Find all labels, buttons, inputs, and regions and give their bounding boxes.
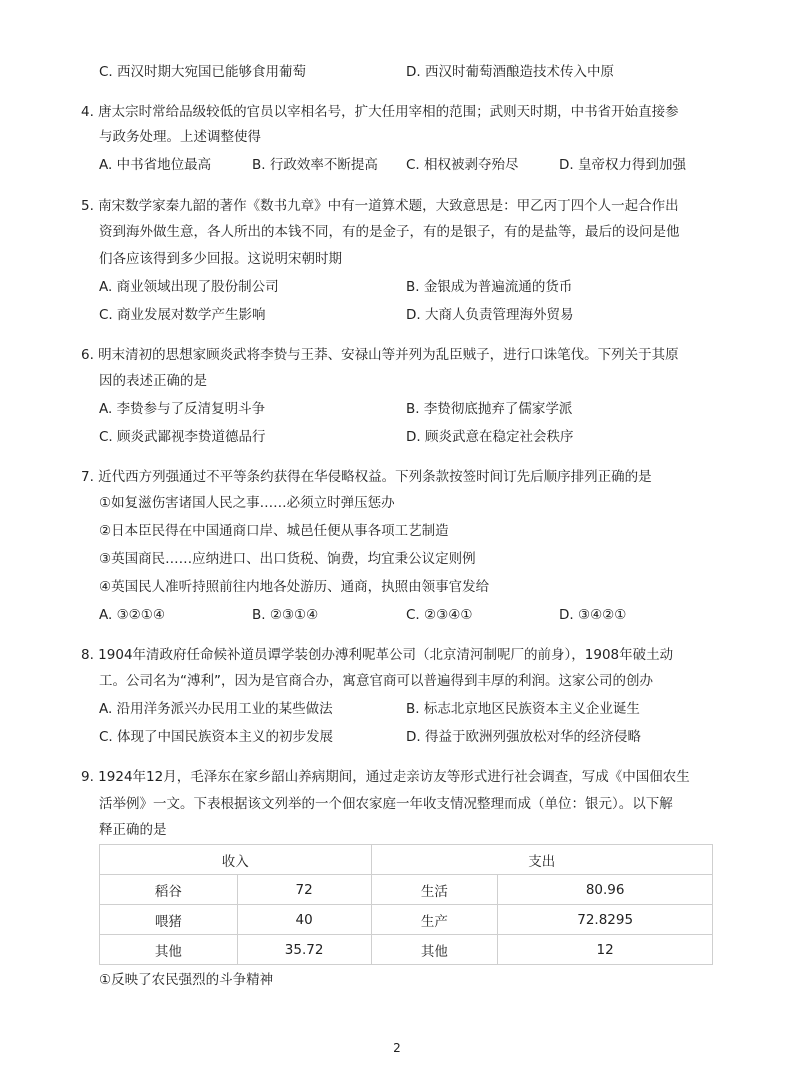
q9-stem-line-1: 9. 1924年12月，毛泽东在家乡韶山养病期间，通过走亲访友等形式进行社会调查，写成《中国佃农生: [81, 769, 690, 785]
q4-option-b: B. 行政效率不断提高: [252, 157, 378, 173]
table-row: [100, 875, 713, 905]
q8-option-d: D. 得益于欧洲列强放松对华的经济侵略: [406, 729, 641, 745]
q5-stem-line-2: 资到海外做生意，各人所出的本钱不同，有的是金子，有的是银子，有的是盐等，最后的设问是他: [99, 224, 680, 240]
q7-item-3: ③英国商民……应纳进口、出口货税、饷费，均宜秉公议定则例: [99, 551, 476, 567]
q8-stem-line-2: 工。公司名为“溥利”，因为是官商合办，寓意官商可以普遍得到丰厚的利润。这家公司的创办: [99, 673, 653, 689]
q4-stem-line-2: 与政务处理。上述调整使得: [99, 129, 261, 145]
q6-option-b: B. 李贽彻底抛弃了儒家学派: [406, 401, 573, 417]
q7-item-1: ①如复滋伤害诸国人民之事……必须立时弹压惩办: [99, 495, 395, 511]
q4-option-d: D. 皇帝权力得到加强: [559, 157, 686, 173]
q7-item-4: ④英国民人准听持照前往内地各处游历、通商，执照由领事官发给: [99, 579, 490, 595]
table-cell: 生活: [371, 875, 498, 905]
table-row: [100, 905, 713, 935]
q7-option-a: A. ③②①④: [99, 607, 165, 623]
q3-option-c: C. 西汉时期大宛国已能够食用葡萄: [99, 64, 307, 80]
table-cell: 72: [237, 875, 371, 905]
table-cell: 40: [237, 905, 371, 935]
table-row: [100, 935, 713, 965]
q5-stem-line-3: 们各应该得到多少回报。这说明宋朝时期: [99, 251, 342, 267]
table-cell: 其他: [100, 935, 238, 965]
q8-stem-line-1: 8. 1904年清政府任命候补道员谭学装创办溥利呢革公司（北京清河制呢厂的前身），1908年破土动: [81, 647, 674, 663]
q9-stem-line-3: 释正确的是: [99, 822, 167, 838]
q5-option-b: B. 金银成为普遍流通的货币: [406, 279, 573, 295]
q5-stem-line-1: 5. 南宋数学家秦九韶的著作《数书九章》中有一道算术题，大致意思是：甲乙丙丁四个人一起合作出: [81, 198, 679, 214]
q8-option-b: B. 标志北京地区民族资本主义企业诞生: [406, 701, 640, 717]
q5-option-a: A. 商业领域出现了股份制公司: [99, 279, 279, 295]
q6-option-c: C. 顾炎武鄙视李贽道德品行: [99, 429, 266, 445]
table-cell: 35.72: [237, 935, 371, 965]
q8-option-a: A. 沿用洋务派兴办民用工业的某些做法: [99, 701, 333, 717]
q4-stem-line-1: 4. 唐太宗时常给品级较低的官员以宰相名号，扩大任用宰相的范围；武则天时期，中书省开始直接参: [81, 104, 679, 120]
expense-header: 支出: [371, 845, 712, 875]
table-cell: 其他: [371, 935, 498, 965]
q7-item-2: ②日本臣民得在中国通商口岸、城邑任便从事各项工艺制造: [99, 523, 449, 539]
q8-option-c: C. 体现了中国民族资本主义的初步发展: [99, 729, 334, 745]
q6-option-a: A. 李贽参与了反清复明斗争: [99, 401, 266, 417]
q9-item-1: ①反映了农民强烈的斗争精神: [99, 972, 274, 988]
q3-option-d: D. 西汉时葡萄酒酿造技术传入中原: [406, 64, 614, 80]
income-header: 收入: [100, 845, 372, 875]
q6-stem-line-1: 6. 明末清初的思想家顾炎武将李贽与王莽、安禄山等并列为乱臣贼子，进行口诛笔伐。下列关于其原: [81, 347, 679, 363]
q7-option-b: B. ②③①④: [252, 607, 319, 623]
q9-stem-line-2: 活举例》一文。下表根据该文列举的一个佃农家庭一年收支情况整理而成（单位：银元）。以下解: [99, 796, 673, 812]
q7-stem-line-1: 7. 近代西方列强通过不平等条约获得在华侵略权益。下列条款按签时间订先后顺序排列正确的是: [81, 469, 652, 485]
q4-option-a: A. 中书省地位最高: [99, 157, 212, 173]
table-cell: 72.8295: [498, 905, 713, 935]
table-cell: 喂猪: [100, 905, 238, 935]
q5-option-c: C. 商业发展对数学产生影响: [99, 307, 266, 323]
table-cell: 80.96: [498, 875, 713, 905]
q6-option-d: D. 顾炎武意在稳定社会秩序: [406, 429, 574, 445]
table-cell: 12: [498, 935, 713, 965]
table-cell: 生产: [371, 905, 498, 935]
page-number: 2: [393, 1041, 401, 1055]
table-header-row: [100, 845, 713, 875]
q5-option-d: D. 大商人负责管理海外贸易: [406, 307, 574, 323]
q4-option-c: C. 相权被剥夺殆尽: [406, 157, 519, 173]
q6-stem-line-2: 因的表述正确的是: [99, 373, 207, 389]
q7-option-d: D. ③④②①: [559, 607, 627, 623]
income-expense-table: [99, 844, 713, 965]
q7-option-c: C. ②③④①: [406, 607, 473, 623]
table-cell: 稻谷: [100, 875, 238, 905]
